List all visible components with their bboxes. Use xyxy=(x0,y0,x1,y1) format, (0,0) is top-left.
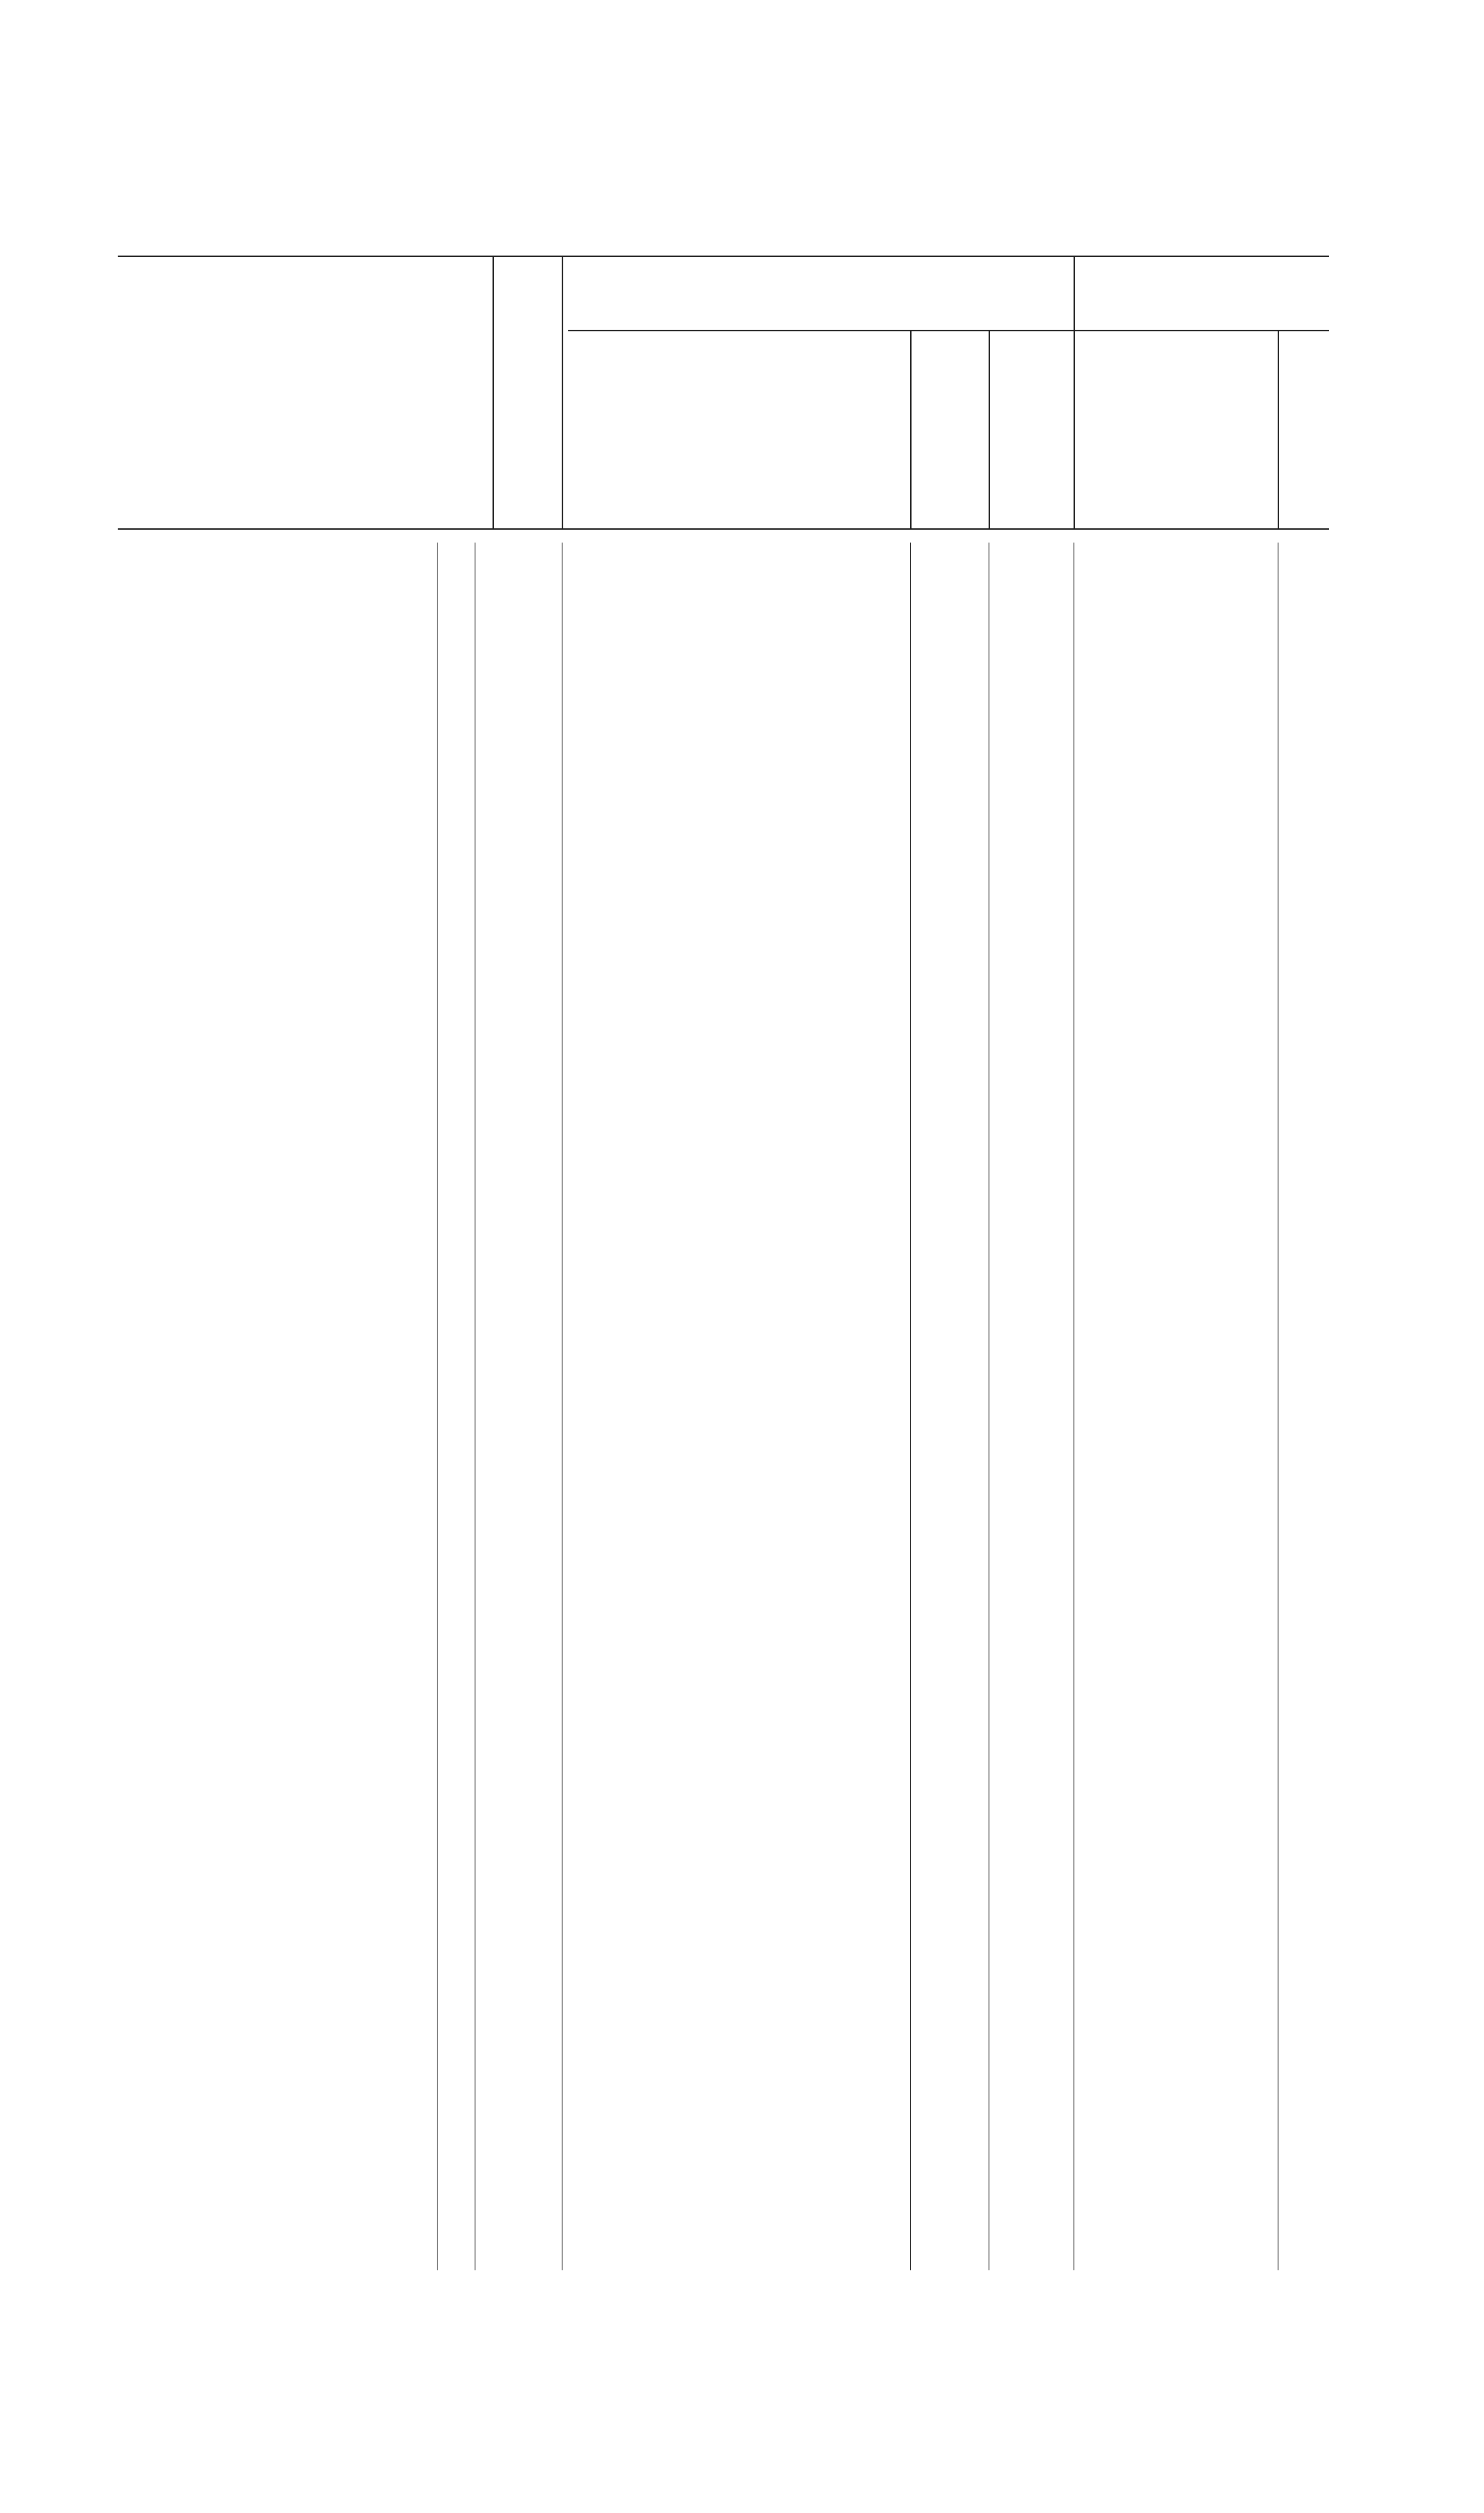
vline-header-5 xyxy=(1074,256,1075,530)
vline-header-1 xyxy=(493,256,494,530)
table-top-rule xyxy=(118,256,1329,257)
vline-header-3 xyxy=(910,330,912,530)
vline-header-6 xyxy=(1278,330,1279,530)
vline-header-4 xyxy=(989,330,990,530)
header-bottom-rule xyxy=(118,528,1329,530)
vline-header-2 xyxy=(562,256,563,530)
vline-body-1 xyxy=(437,543,438,2270)
teachers-group-rule xyxy=(568,330,1074,331)
vline-body-4 xyxy=(910,543,911,2270)
payment-group-rule xyxy=(1074,330,1329,331)
